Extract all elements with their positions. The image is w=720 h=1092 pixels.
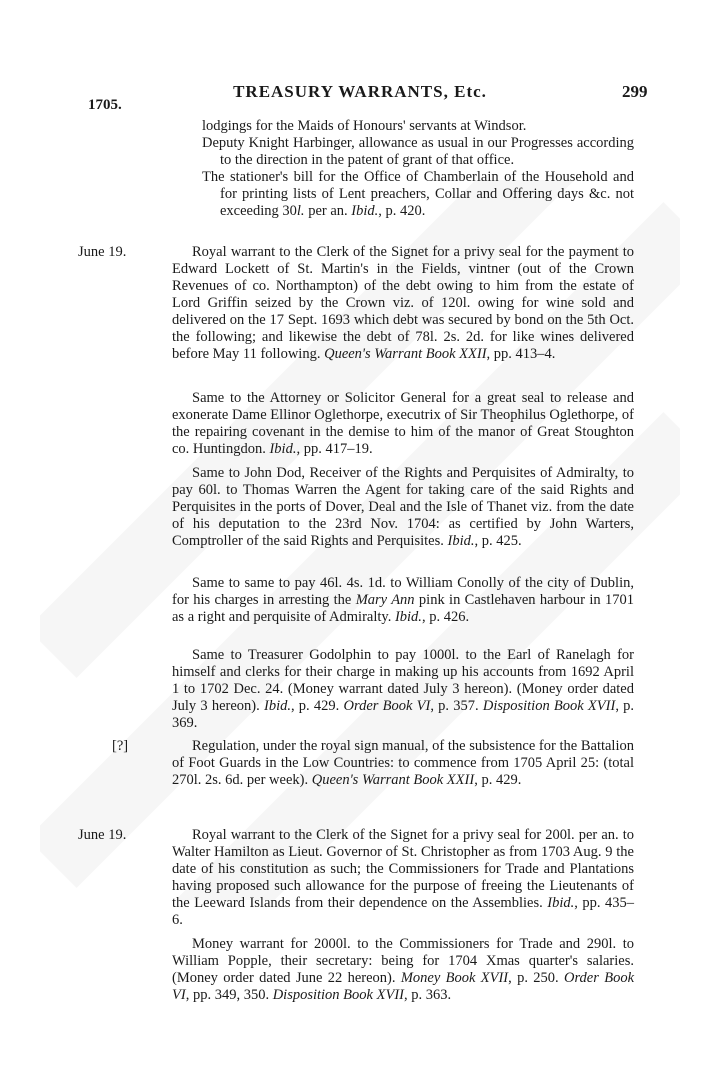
reference: Disposition Book XVII — [272, 987, 404, 1003]
entry-date: June 19. — [78, 827, 127, 843]
reference: Order Book VI — [343, 698, 431, 714]
entry-text: Same to same to pay 46l. 4s. 1d. to William Conolly of the city of Dublin, for his charges in arresting the — [172, 575, 634, 608]
reference: Ibid. — [269, 441, 297, 457]
reference: Ibid. — [394, 609, 422, 625]
page-title: TREASURY WARRANTS, Etc. — [233, 82, 487, 101]
entry-text: Regulation, under the royal sign manual, of the subsistence for the Battalion of Foot Guards in the Low Countries: to commence from 1705 April 25: (total 270l. 2s. 6d. per week). — [172, 738, 634, 788]
reference: Ibid. — [447, 533, 475, 549]
entry: Same to John Dod, Receiver of the Rights and Perquisites of Admiralty, to pay 60l. to Thomas Warren the Agent for taking care of the said Rights and Perquisites in the ports of Dover, Deal and the Isle of Thanet viz. from the date of his deputation to the 23rd Nov. 1704: as certified by John Warters, Comptroller of the said Rights and Perquisites. Ibid., p. 425. — [172, 465, 634, 549]
entry: Same to same to pay 46l. 4s. 1d. to William Conolly of the city of Dublin, for his charges in arresting the Mary Ann pink in Castlehaven harbour in 1701 as a right and perquisite of Admiralty. Ibid., p. 426. — [172, 575, 634, 625]
reference: Order Book VI — [172, 970, 635, 1003]
continuation-line: lodgings for the Maids of Honours' servants at Windsor. — [202, 118, 527, 134]
entry-text: Same to the Attorney or Solicitor General for a great seal to release and exonerate Dame Ellinor Oglethorpe, executrix of Sir Theophilus Oglethorpe, of the repairing covenant in the demise to him of the manor of Great Stoughton co. Huntingdon. — [172, 390, 634, 457]
entry-text: Same to John Dod, Receiver of the Rights and Perquisites of Admiralty, to pay 60l. to Thomas Warren the Agent for taking care of the said Rights and Perquisites in the ports of Dover, Deal and the Isle of Thanet viz. from the date of his deputation to the 23rd Nov. 1704: as certified by John Warters, Comptroller of the said Rights and Perquisites. — [172, 465, 634, 549]
reference: Money Book XVII — [400, 970, 509, 986]
reference: Ibid. — [547, 895, 575, 911]
page-number: 299 — [622, 82, 648, 101]
ship-name: Mary Ann — [355, 592, 415, 608]
reference: Queen's Warrant Book XXII — [324, 346, 487, 362]
entry-text: Royal warrant to the Clerk of the Signet for a privy seal for 200l. per an. to Walter Hamilton as Lieut. Governor of St. Christopher as from 1703 Aug. 9 the date of his constitution as such; the Commissioners for Trade and Plantations having proposed such allowance for the purpose of freeing the Lieutenants of the Leeward Islands from their dependence on the Assemblies. — [172, 827, 634, 911]
reference: Queen's Warrant Book XXII — [311, 772, 475, 788]
reference: Disposition Book XVII — [482, 698, 616, 714]
entry-text: Same to Treasurer Godolphin to pay 1000l. to the Earl of Ranelagh for himself and clerks for their charge in making up his accounts from 1692 April 1 to 1702 Dec. 24. (Money warrant dated July 3 hereon). (Money order dated July 3 hereon). — [172, 647, 634, 714]
entry: Money warrant for 2000l. to the Commissioners for Trade and 290l. to William Popple, their secretary: being for 1704 Xmas quarter's salaries. (Money order dated June 22 hereon). Money Book XVII, p. 250. Order Book VI, pp. 349, 350. Disposition Book XVII, p. 363. — [172, 936, 635, 1003]
reference: Ibid. — [351, 203, 379, 219]
page-header — [0, 0, 720, 113]
entry-text: Money warrant for 2000l. to the Commissioners for Trade and 290l. to William Popple, their secretary: being for 1704 Xmas quarter's salaries. (Money order dated June 22 hereon). — [172, 936, 634, 986]
entry: Royal warrant to the Clerk of the Signet for a privy seal for the payment to Edward Lockett of St. Martin's in the Fields, vintner (out of the Crown Revenues of co. Northampton) of the debt owing to him from the estate of Lord Griffin seized by the Crown viz. of 120l. owing for wine sold and delivered on the 17 Sept. 1693 which debt was secured by bond on the 5th Oct. the following; and likewise the debt of 78l. 2s. 2d. for like wines delivered before May 11 following. Queen's Warrant Book XXII, pp. 413–4. — [172, 244, 634, 362]
entry: Same to the Attorney or Solicitor General for a great seal to release and exonerate Dame Ellinor Oglethorpe, executrix of Sir Theophilus Oglethorpe, of the repairing covenant in the demise to him of the manor of Great Stoughton co. Huntingdon. Ibid., pp. 417–19. — [172, 390, 634, 457]
entry-date: June 19. — [78, 244, 127, 260]
list-item: The stationer's bill for the Office of Chamberlain of the Household and for printing lists of Lent preachers, Collar and Offering days &c. not exceeding 30l. per an. Ibid., p. 420. — [202, 169, 634, 219]
list-item: Deputy Knight Harbinger, allowance as usual in our Progresses according to the direction in the patent of grant of that office. — [202, 135, 634, 168]
entry-text: Royal warrant to the Clerk of the Signet for a privy seal for the payment to Edward Lockett of St. Martin's in the Fields, vintner (out of the Crown Revenues of co. Northampton) of the debt owing to him from the estate of Lord Griffin seized by the Crown viz. of 120l. owing for wine sold and delivered on the 17 Sept. 1693 which debt was secured by bond on the 5th Oct. the following; and likewise the debt of 78l. 2s. 2d. for like wines delivered before May 11 following. — [172, 244, 634, 362]
entry: Same to Treasurer Godolphin to pay 1000l. to the Earl of Ranelagh for himself and clerks for their charge in making up his accounts from 1692 April 1 to 1702 Dec. 24. (Money warrant dated July 3 hereon). (Money order dated July 3 hereon). Ibid., p. 429. Order Book VI, p. 357. Disposition Book XVII, p. 369. — [172, 647, 635, 731]
reference: Ibid. — [263, 698, 291, 714]
year-marker: 1705. — [88, 97, 122, 113]
entry: Regulation, under the royal sign manual, of the subsistence for the Battalion of Foot Guards in the Low Countries: to commence from 1705 April 25: (total 270l. 2s. 6d. per week). Queen's Warrant Book XXII, p. 429. — [172, 738, 634, 788]
entry: Royal warrant to the Clerk of the Signet for a privy seal for 200l. per an. to Walter Hamilton as Lieut. Governor of St. Christopher as from 1703 Aug. 9 the date of his constitution as such; the Commissioners for Trade and Plantations having proposed such allowance for the purpose of freeing the Lieutenants of the Leeward Islands from their dependence on the Assemblies. Ibid., pp. 435–6. — [172, 827, 634, 928]
entry-date: [?] — [112, 738, 129, 754]
continuation-block — [202, 118, 634, 220]
